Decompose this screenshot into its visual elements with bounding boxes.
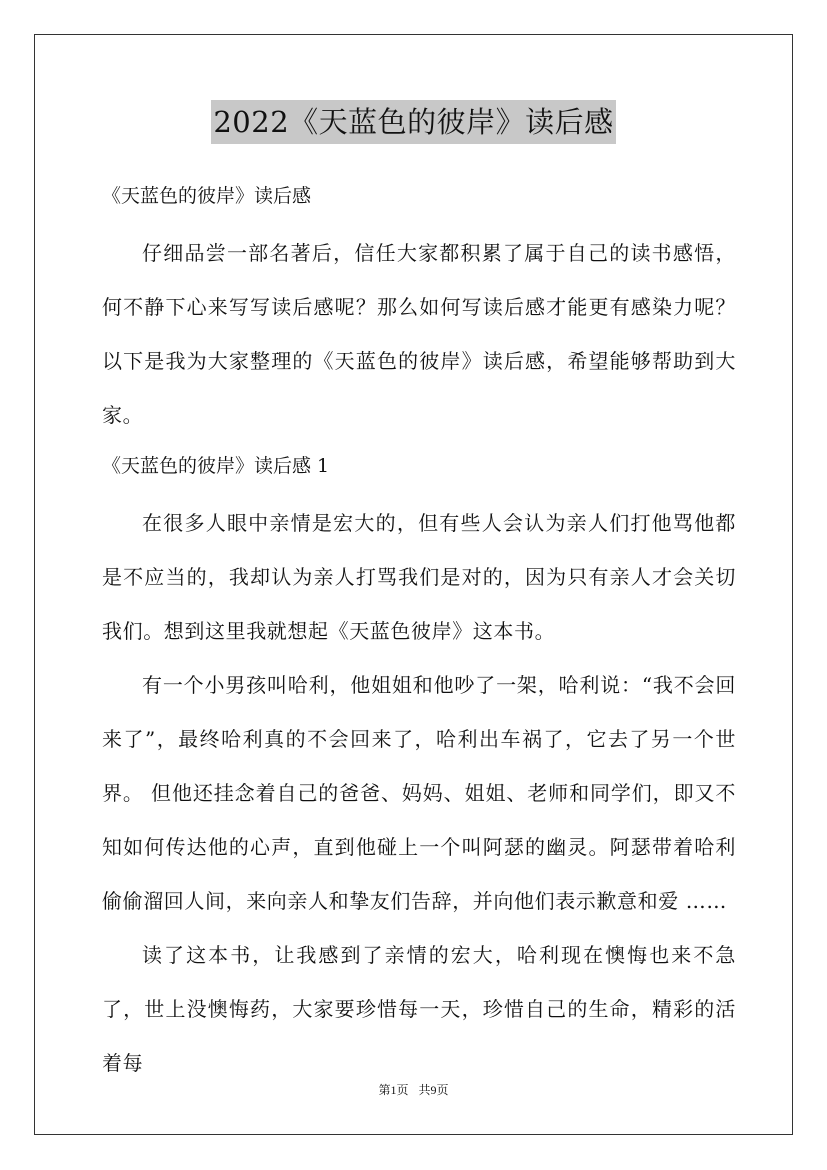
page-count: 共9页 <box>418 1083 449 1097</box>
document-body <box>102 172 736 1090</box>
document-title: 2022《天蓝色的彼岸》读后感 <box>211 100 615 144</box>
page-footer <box>0 1082 827 1098</box>
document-title-block <box>0 100 827 144</box>
page-number: 第1页 <box>378 1083 409 1097</box>
body-paragraph: 有一个小男孩叫哈利，他姐姐和他吵了一架，哈利说：“我不会回来了”，最终哈利真的不会回来了，哈利出车祸了，它去了另一个世界。 但他还挂念着自己的爸爸、妈妈、姐姐、老师和同学们，即又不知如何传达他的心声，直到他碰上一个叫阿瑟的幽灵。阿瑟带着哈利偷偷溜回人间，来向亲人和挚友们告辞，并向他们表示歉意和爱 …… <box>102 673 736 913</box>
document-subtitle: 《天蓝色的彼岸》读后感 <box>102 185 312 207</box>
intro-paragraph: 仔细品尝一部名著后，信任大家都积累了属于自己的读书感悟，何不静下心来写写读后感呢？那么如何写读后感才能更有感染力呢？以下是我为大家整理的《天蓝色的彼岸》读后感，希望能够帮助到大家。 <box>102 241 736 427</box>
body-paragraph: 读了这本书，让我感到了亲情的宏大，哈利现在懊悔也来不急了，世上没懊悔药，大家要珍惜每一天，珍惜自己的生命，精彩的活着每 <box>102 943 736 1075</box>
body-paragraph: 在很多人眼中亲情是宏大的，但有些人会认为亲人们打他骂他都是不应当的，我却认为亲人打骂我们是对的，因为只有亲人才会关切我们。想到这里我就想起《天蓝色彼岸》这本书。 <box>102 511 736 643</box>
section-heading: 《天蓝色的彼岸》读后感 1 <box>102 455 330 477</box>
